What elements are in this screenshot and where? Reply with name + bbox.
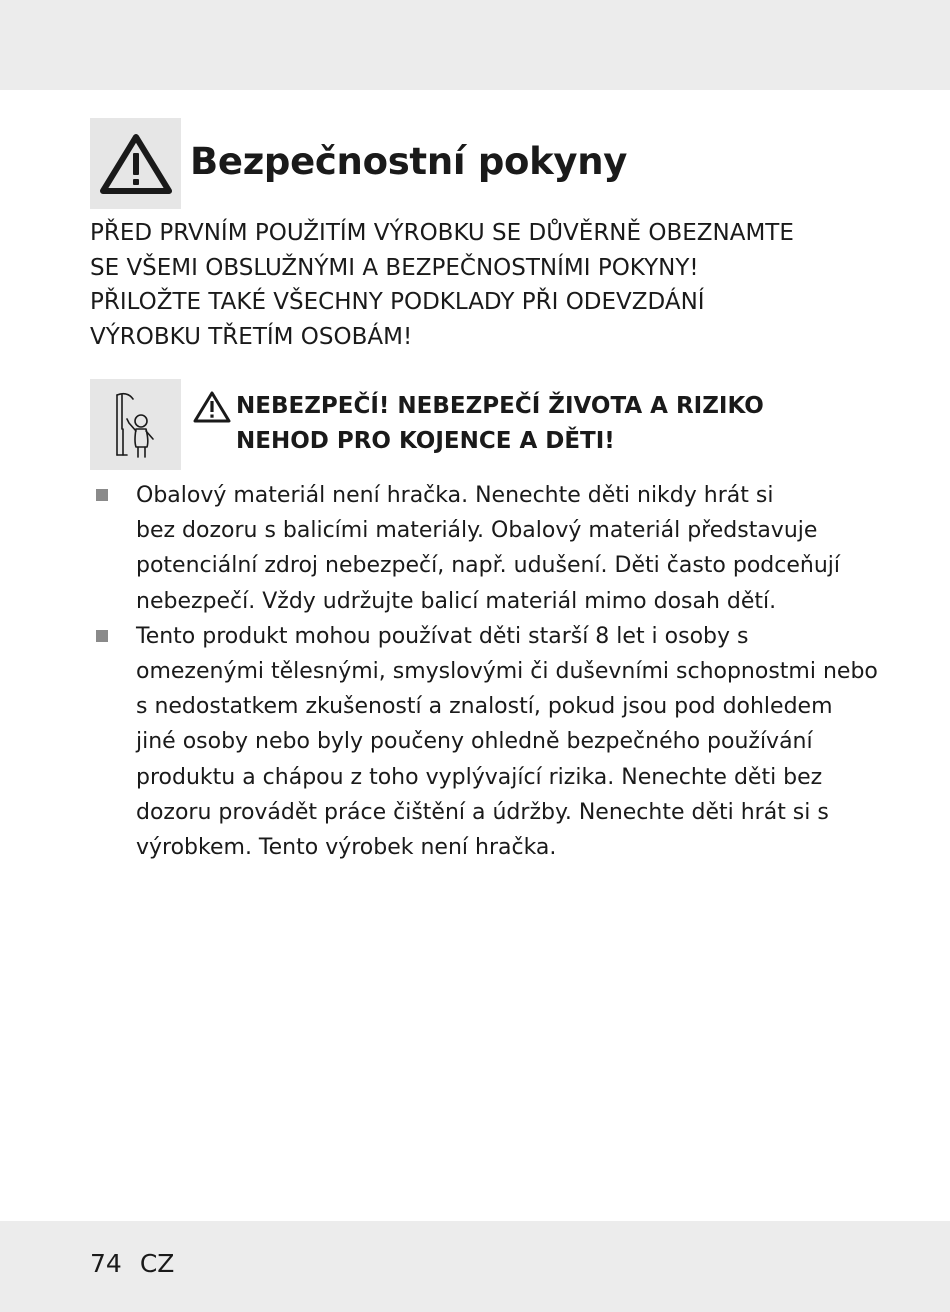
list-item (90, 619, 880, 865)
intro-warning (90, 216, 880, 354)
danger-line: NEHOD PRO KOJENCE A DĚTI! (236, 428, 615, 454)
bullet-line: jiné osoby nebo byly poučeny ohledně bezpečného používání (136, 729, 813, 755)
intro-line: PŘILOŽTE TAKÉ VŠECHNY PODKLADY PŘI ODEVZDÁNÍ (90, 289, 705, 315)
top-band (0, 0, 950, 90)
bullet-line: Obalový materiál není hračka. Nenechte děti nikdy hrát si (136, 483, 774, 508)
bullet-line: Tento produkt mohou používat děti starší 8 let i osoby s (136, 623, 749, 649)
safety-bullet-list (90, 478, 880, 865)
warning-triangle-icon (90, 118, 181, 209)
language-code: CZ (139, 1249, 175, 1278)
bullet-line: dozoru provádět práce čištění a údržby. Nenechte děti hrát si s (136, 799, 829, 825)
bullet-line: omezenými tělesnými, smyslovými či duševními schopnostmi nebo (136, 659, 878, 685)
bullet-line: bez dozoru s balicími materiály. Obalový materiál představuje (136, 518, 818, 544)
page-number: 74 (90, 1249, 122, 1278)
bullet-line: potenciální zdroj nebezpečí, např. udušení. Děti často podceňují (136, 553, 840, 579)
bullet-line: produktu a chápou z toho vyplývající rizika. Nenechte děti bez (136, 764, 823, 790)
danger-line: NEBEZPEČÍ! NEBEZPEČÍ ŽIVOTA A RIZIKO (236, 393, 764, 419)
bullet-line: výrobkem. Tento výrobek není hračka. (136, 835, 557, 861)
bullet-square-icon (96, 630, 108, 642)
warning-triangle-icon (193, 391, 231, 423)
bullet-line: nebezpečí. Vždy udržujte balicí materiál mimo dosah dětí. (136, 588, 777, 614)
page-title: Bezpečnostní pokyny (190, 140, 628, 183)
intro-line: PŘED PRVNÍM POUŽITÍM VÝROBKU SE DŮVĚRNĚ OBEZNAMTE (90, 220, 794, 246)
danger-heading (236, 389, 764, 459)
page-footer (90, 1249, 174, 1278)
intro-line: SE VŠEMI OBSLUŽNÝMI A BEZPEČNOSTNÍMI POKYNY! (90, 254, 699, 281)
list-item (90, 478, 880, 619)
bullet-square-icon (96, 489, 108, 501)
child-hazard-icon (90, 379, 181, 470)
bullet-line: s nedostatkem zkušeností a znalostí, pokud jsou pod dohledem (136, 694, 833, 720)
intro-line: VÝROBKU TŘETÍM OSOBÁM! (90, 323, 413, 350)
